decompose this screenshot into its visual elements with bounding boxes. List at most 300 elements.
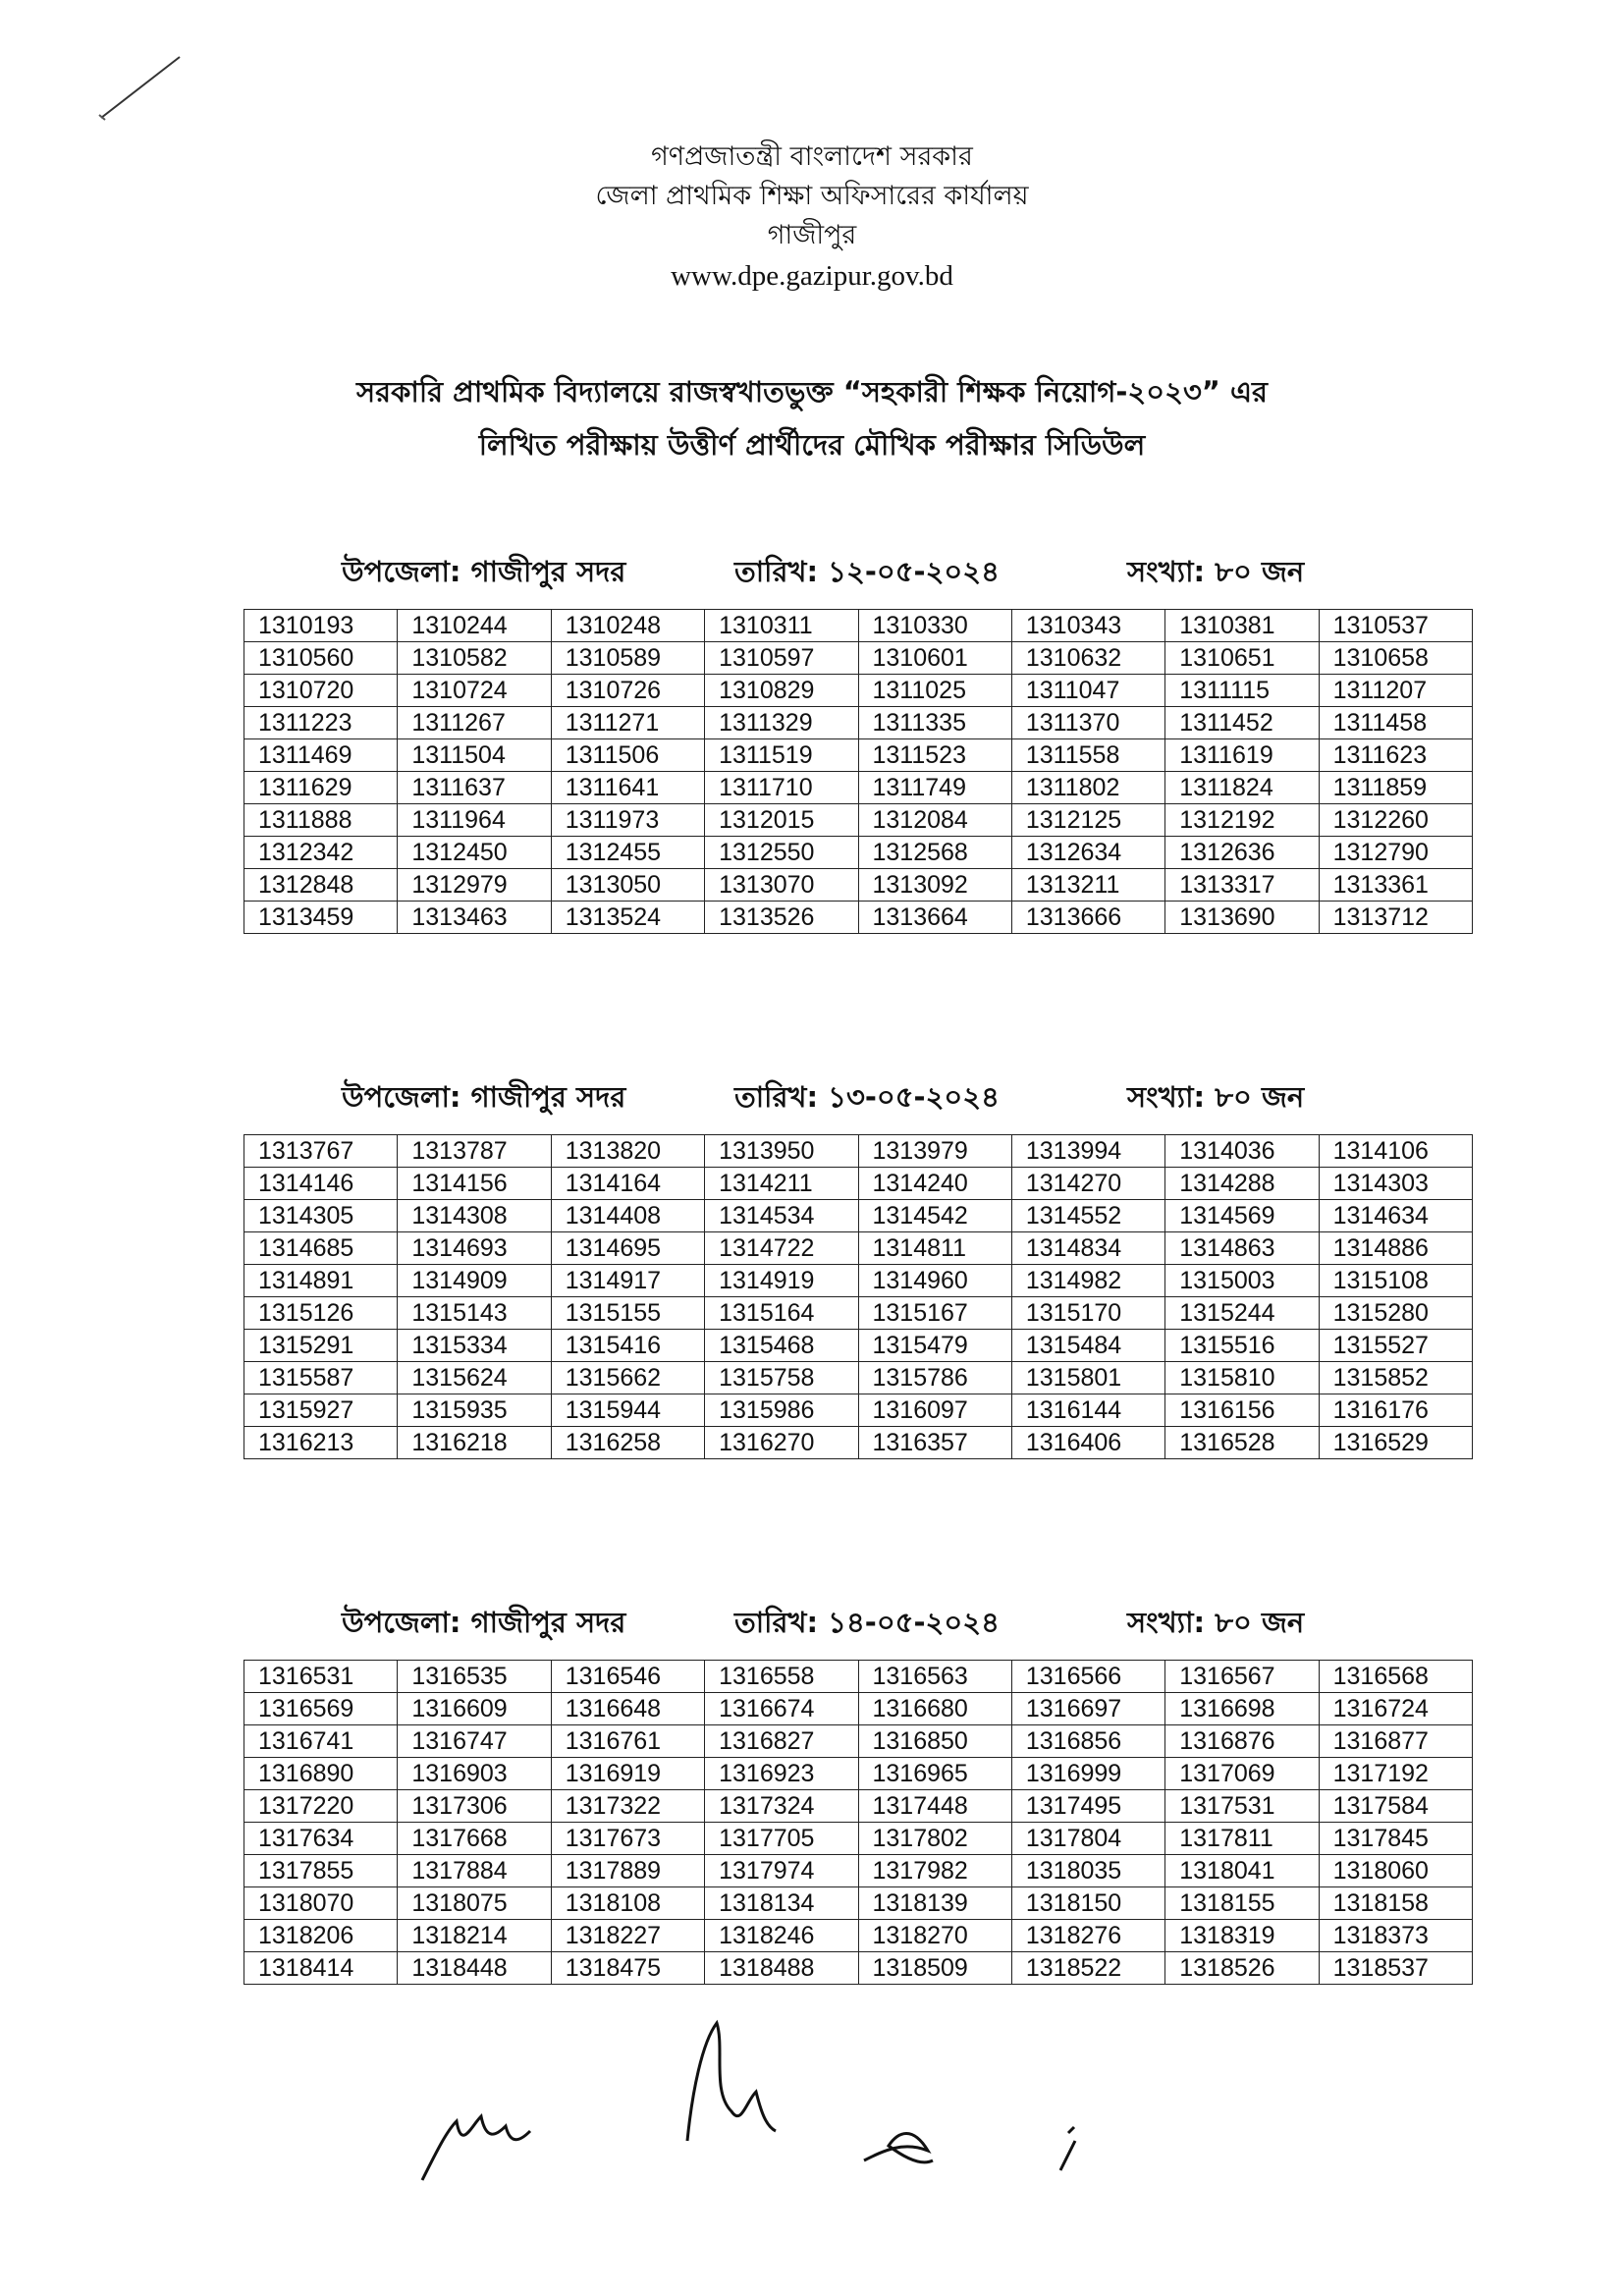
roll-number-cell: 1311619 [1165,739,1319,772]
roll-number-cell: 1314542 [858,1200,1011,1232]
roll-number-cell: 1316698 [1165,1693,1319,1725]
roll-number-cell: 1312550 [705,837,858,869]
roll-number-cell: 1311115 [1165,675,1319,707]
roll-number-cell: 1313979 [858,1135,1011,1168]
roll-number-cell: 1318214 [398,1920,551,1952]
roll-number-cell: 1310560 [244,642,398,675]
roll-number-cell: 1313767 [244,1135,398,1168]
pen-stroke-mark [93,49,191,123]
roll-number-cell: 1318475 [551,1952,704,1985]
website-url: www.dpe.gazipur.gov.bd [671,260,953,292]
roll-table [244,609,1473,934]
roll-number-cell: 1313664 [858,902,1011,934]
table-row [244,1200,1473,1232]
roll-number-cell: 1318319 [1165,1920,1319,1952]
roll-number-cell: 1310829 [705,675,858,707]
roll-number-cell: 1316218 [398,1427,551,1459]
roll-number-cell: 1310311 [705,610,858,642]
roll-number-cell: 1314146 [244,1168,398,1200]
roll-number-cell: 1314722 [705,1232,858,1265]
roll-number-cell: 1314695 [551,1232,704,1265]
roll-number-cell: 1314569 [1165,1200,1319,1232]
roll-number-cell: 1317634 [244,1823,398,1855]
count-label: সংখ্যা: ৮০ জন [1127,1080,1305,1114]
roll-number-cell: 1316761 [551,1725,704,1758]
roll-number-cell: 1316923 [705,1758,858,1790]
roll-number-cell: 1310589 [551,642,704,675]
roll-number-cell: 1312455 [551,837,704,869]
signature-2 [687,2023,776,2141]
roll-number-cell: 1318246 [705,1920,858,1952]
roll-number-cell: 1317448 [858,1790,1011,1823]
roll-number-cell: 1315484 [1011,1330,1164,1362]
roll-number-cell: 1315624 [398,1362,551,1394]
roll-number-cell: 1317705 [705,1823,858,1855]
roll-number-cell: 1316903 [398,1758,551,1790]
roll-number-cell: 1315164 [705,1297,858,1330]
roll-number-cell: 1312848 [244,869,398,902]
roll-number-cell: 1310658 [1319,642,1472,675]
roll-number-cell: 1313526 [705,902,858,934]
roll-number-cell: 1311710 [705,772,858,804]
roll-number-cell: 1317584 [1319,1790,1472,1823]
roll-number-cell: 1316890 [244,1758,398,1790]
schedule-section-1 [244,550,1473,934]
roll-number-cell: 1316546 [551,1661,704,1693]
roll-number-cell: 1317668 [398,1823,551,1855]
roll-number-cell: 1315280 [1319,1297,1472,1330]
table-row [244,1394,1473,1427]
roll-number-cell: 1314211 [705,1168,858,1200]
roll-number-cell: 1310632 [1011,642,1164,675]
schedule-section-2 [244,1075,1473,1459]
schedule-section-3 [244,1601,1473,1985]
roll-number-cell: 1311802 [1011,772,1164,804]
roll-number-cell: 1315003 [1165,1265,1319,1297]
roll-number-cell: 1318488 [705,1952,858,1985]
roll-number-cell: 1311047 [1011,675,1164,707]
roll-number-cell: 1315944 [551,1394,704,1427]
roll-number-cell: 1317306 [398,1790,551,1823]
table-row [244,869,1473,902]
roll-number-cell: 1316535 [398,1661,551,1693]
roll-number-cell: 1316568 [1319,1661,1472,1693]
roll-number-cell: 1310601 [858,642,1011,675]
roll-number-cell: 1315527 [1319,1330,1472,1362]
roll-number-cell: 1315291 [244,1330,398,1362]
roll-number-cell: 1310244 [398,610,551,642]
roll-number-cell: 1316674 [705,1693,858,1725]
roll-number-cell: 1316531 [244,1661,398,1693]
roll-number-cell: 1312192 [1165,804,1319,837]
roll-number-cell: 1311973 [551,804,704,837]
roll-number-cell: 1318270 [858,1920,1011,1952]
roll-number-cell: 1318537 [1319,1952,1472,1985]
document-title [0,365,1624,471]
roll-number-cell: 1311859 [1319,772,1472,804]
roll-number-cell: 1310537 [1319,610,1472,642]
roll-number-cell: 1316850 [858,1725,1011,1758]
upazila-label: উপজেলা: গাজীপুর সদর [342,1606,626,1639]
table-row [244,1855,1473,1887]
roll-number-cell: 1314811 [858,1232,1011,1265]
roll-number-cell: 1317974 [705,1855,858,1887]
roll-number-cell: 1316176 [1319,1394,1472,1427]
roll-number-cell: 1314685 [244,1232,398,1265]
roll-number-cell: 1314288 [1165,1168,1319,1200]
roll-number-cell: 1318155 [1165,1887,1319,1920]
roll-number-cell: 1316724 [1319,1693,1472,1725]
roll-number-cell: 1310248 [551,610,704,642]
roll-number-cell: 1316827 [705,1725,858,1758]
roll-number-cell: 1313361 [1319,869,1472,902]
roll-number-cell: 1315170 [1011,1297,1164,1330]
count-label: সংখ্যা: ৮০ জন [1127,1606,1305,1639]
roll-number-cell: 1318108 [551,1887,704,1920]
table-row [244,675,1473,707]
roll-number-cell: 1312260 [1319,804,1472,837]
roll-number-cell: 1311329 [705,707,858,739]
roll-number-cell: 1311504 [398,739,551,772]
table-row [244,642,1473,675]
roll-number-cell: 1311824 [1165,772,1319,804]
roll-number-cell: 1315126 [244,1297,398,1330]
roll-number-cell: 1310582 [398,642,551,675]
roll-number-cell: 1317802 [858,1823,1011,1855]
roll-number-cell: 1316876 [1165,1725,1319,1758]
roll-number-cell: 1312342 [244,837,398,869]
roll-number-cell: 1315927 [244,1394,398,1427]
roll-number-cell: 1310343 [1011,610,1164,642]
roll-number-cell: 1311623 [1319,739,1472,772]
roll-number-cell: 1313712 [1319,902,1472,934]
roll-number-cell: 1315810 [1165,1362,1319,1394]
roll-number-cell: 1312125 [1011,804,1164,837]
roll-number-cell: 1310330 [858,610,1011,642]
roll-number-cell: 1310381 [1165,610,1319,642]
roll-number-cell: 1311523 [858,739,1011,772]
table-row [244,1297,1473,1330]
roll-number-cell: 1318134 [705,1887,858,1920]
roll-number-cell: 1314552 [1011,1200,1164,1232]
roll-number-cell: 1315155 [551,1297,704,1330]
roll-number-cell: 1313317 [1165,869,1319,902]
roll-number-cell: 1311519 [705,739,858,772]
table-row [244,1758,1473,1790]
roll-number-cell: 1317673 [551,1823,704,1855]
roll-number-cell: 1318070 [244,1887,398,1920]
table-row [244,1823,1473,1855]
roll-number-cell: 1313211 [1011,869,1164,902]
roll-number-cell: 1318522 [1011,1952,1164,1985]
roll-number-cell: 1312450 [398,837,551,869]
roll-number-cell: 1316270 [705,1427,858,1459]
roll-number-cell: 1312568 [858,837,1011,869]
roll-number-cell: 1317192 [1319,1758,1472,1790]
roll-number-cell: 1312636 [1165,837,1319,869]
roll-number-cell: 1318227 [551,1920,704,1952]
roll-number-cell: 1312015 [705,804,858,837]
government-name: গণপ্রজাতন্ত্রী বাংলাদেশ সরকার [651,141,973,172]
roll-number-cell: 1314917 [551,1265,704,1297]
roll-number-cell: 1317855 [244,1855,398,1887]
roll-number-cell: 1314982 [1011,1265,1164,1297]
roll-number-cell: 1316965 [858,1758,1011,1790]
roll-number-cell: 1312979 [398,869,551,902]
roll-number-cell: 1311335 [858,707,1011,739]
table-row [244,772,1473,804]
roll-number-cell: 1317495 [1011,1790,1164,1823]
table-row [244,1661,1473,1693]
table-row [244,804,1473,837]
table-row [244,1427,1473,1459]
roll-number-cell: 1311452 [1165,707,1319,739]
roll-number-cell: 1318158 [1319,1887,1472,1920]
roll-number-cell: 1316144 [1011,1394,1164,1427]
roll-number-cell: 1316569 [244,1693,398,1725]
upazila-label: উপজেলা: গাজীপুর সদর [342,555,626,588]
roll-number-cell: 1315986 [705,1394,858,1427]
roll-table [244,1134,1473,1459]
roll-number-cell: 1315801 [1011,1362,1164,1394]
roll-number-cell: 1316747 [398,1725,551,1758]
title-line-2: লিখিত পরীক্ষায় উত্তীর্ণ প্রার্থীদের মৌখিক পরীক্ষার সিডিউল [478,428,1146,462]
roll-number-cell: 1313092 [858,869,1011,902]
roll-number-cell: 1314240 [858,1168,1011,1200]
table-row [244,1790,1473,1823]
roll-number-cell: 1316648 [551,1693,704,1725]
roll-number-cell: 1318035 [1011,1855,1164,1887]
date-label: তারিখ: ১৪-০৫-২০২৪ [734,1606,1000,1639]
roll-number-cell: 1311506 [551,739,704,772]
roll-number-cell: 1315662 [551,1362,704,1394]
roll-number-cell: 1317811 [1165,1823,1319,1855]
roll-number-cell: 1311888 [244,804,398,837]
roll-number-cell: 1314886 [1319,1232,1472,1265]
table-row [244,902,1473,934]
roll-number-cell: 1313994 [1011,1135,1164,1168]
roll-number-cell: 1311025 [858,675,1011,707]
roll-number-cell: 1314308 [398,1200,551,1232]
roll-number-cell: 1311641 [551,772,704,804]
table-row [244,837,1473,869]
roll-number-cell: 1318075 [398,1887,551,1920]
roll-number-cell: 1314106 [1319,1135,1472,1168]
signature-1 [422,2116,530,2180]
roll-number-cell: 1317982 [858,1855,1011,1887]
roll-number-cell: 1311271 [551,707,704,739]
roll-number-cell: 1316528 [1165,1427,1319,1459]
roll-number-cell: 1313950 [705,1135,858,1168]
roll-number-cell: 1316609 [398,1693,551,1725]
signature-3 [864,2134,933,2162]
roll-number-cell: 1310651 [1165,642,1319,675]
date-label: তারিখ: ১২-০৫-২০২৪ [734,555,1000,588]
roll-number-cell: 1313787 [398,1135,551,1168]
roll-number-cell: 1310597 [705,642,858,675]
roll-number-cell: 1314863 [1165,1232,1319,1265]
roll-number-cell: 1315167 [858,1297,1011,1330]
table-row [244,707,1473,739]
section-info-row [244,1075,1473,1122]
roll-number-cell: 1310724 [398,675,551,707]
roll-number-cell: 1314036 [1165,1135,1319,1168]
roll-number-cell: 1311267 [398,707,551,739]
roll-number-cell: 1316877 [1319,1725,1472,1758]
roll-number-cell: 1315516 [1165,1330,1319,1362]
roll-number-cell: 1318150 [1011,1887,1164,1920]
table-row [244,1330,1473,1362]
roll-number-cell: 1316258 [551,1427,704,1459]
roll-number-cell: 1314634 [1319,1200,1472,1232]
table-row [244,1362,1473,1394]
roll-number-cell: 1311458 [1319,707,1472,739]
office-name: জেলা প্রাথমিক শিক্ষা অফিসারের কার্যালয় [595,181,1029,211]
roll-number-cell: 1315786 [858,1362,1011,1394]
roll-number-cell: 1315935 [398,1394,551,1427]
roll-number-cell: 1315587 [244,1362,398,1394]
table-row [244,1952,1473,1985]
roll-number-cell: 1314960 [858,1265,1011,1297]
table-row [244,1168,1473,1200]
roll-number-cell: 1316357 [858,1427,1011,1459]
roll-number-cell: 1312084 [858,804,1011,837]
roll-number-cell: 1314834 [1011,1232,1164,1265]
roll-number-cell: 1315852 [1319,1362,1472,1394]
roll-number-cell: 1313459 [244,902,398,934]
roll-number-cell: 1313820 [551,1135,704,1168]
table-row [244,1232,1473,1265]
table-row [244,1265,1473,1297]
roll-number-cell: 1314534 [705,1200,858,1232]
roll-number-cell: 1316999 [1011,1758,1164,1790]
roll-number-cell: 1318041 [1165,1855,1319,1887]
table-row [244,1920,1473,1952]
roll-number-cell: 1315758 [705,1362,858,1394]
roll-number-cell: 1312790 [1319,837,1472,869]
count-label: সংখ্যা: ৮০ জন [1127,555,1305,588]
roll-number-cell: 1313463 [398,902,551,934]
roll-number-cell: 1311370 [1011,707,1164,739]
roll-number-cell: 1317324 [705,1790,858,1823]
office-header [0,137,1624,297]
roll-number-cell: 1311223 [244,707,398,739]
roll-number-cell: 1316563 [858,1661,1011,1693]
roll-number-cell: 1314303 [1319,1168,1472,1200]
section-info-row [244,550,1473,597]
roll-number-cell: 1311469 [244,739,398,772]
roll-number-cell: 1318060 [1319,1855,1472,1887]
roll-table [244,1660,1473,1985]
roll-number-cell: 1318276 [1011,1920,1164,1952]
table-row [244,739,1473,772]
roll-number-cell: 1316697 [1011,1693,1164,1725]
roll-number-cell: 1314305 [244,1200,398,1232]
table-row [244,1887,1473,1920]
roll-number-cell: 1314270 [1011,1168,1164,1200]
roll-number-cell: 1316566 [1011,1661,1164,1693]
roll-number-cell: 1315143 [398,1297,551,1330]
roll-number-cell: 1318139 [858,1887,1011,1920]
roll-number-cell: 1311207 [1319,675,1472,707]
roll-number-cell: 1317322 [551,1790,704,1823]
roll-number-cell: 1316213 [244,1427,398,1459]
roll-number-cell: 1318373 [1319,1920,1472,1952]
roll-number-cell: 1317889 [551,1855,704,1887]
roll-number-cell: 1315334 [398,1330,551,1362]
roll-number-cell: 1318526 [1165,1952,1319,1985]
roll-number-cell: 1311749 [858,772,1011,804]
signatures-area [0,2003,1624,2200]
roll-number-cell: 1311964 [398,804,551,837]
roll-number-cell: 1314164 [551,1168,704,1200]
roll-number-cell: 1312634 [1011,837,1164,869]
roll-number-cell: 1318448 [398,1952,551,1985]
roll-number-cell: 1316856 [1011,1725,1164,1758]
roll-number-cell: 1311629 [244,772,398,804]
district-name: গাজীপুর [767,220,857,250]
roll-number-cell: 1316558 [705,1661,858,1693]
roll-number-cell: 1315479 [858,1330,1011,1362]
upazila-label: উপজেলা: গাজীপুর সদর [342,1080,626,1114]
table-row [244,610,1473,642]
section-info-row [244,1601,1473,1648]
roll-number-cell: 1311558 [1011,739,1164,772]
table-row [244,1725,1473,1758]
roll-number-cell: 1317069 [1165,1758,1319,1790]
title-line-1: সরকারি প্রাথমিক বিদ্যালয়ে রাজস্বখাতভুক্ত “সহকারী শিক্ষক নিয়োগ-২০২৩” এর [356,375,1268,409]
roll-number-cell: 1314693 [398,1232,551,1265]
roll-number-cell: 1317220 [244,1790,398,1823]
roll-number-cell: 1317804 [1011,1823,1164,1855]
signature-4 [1060,2127,1075,2170]
roll-number-cell: 1316406 [1011,1427,1164,1459]
roll-number-cell: 1311637 [398,772,551,804]
roll-number-cell: 1313524 [551,902,704,934]
roll-number-cell: 1314891 [244,1265,398,1297]
roll-number-cell: 1316097 [858,1394,1011,1427]
roll-number-cell: 1316919 [551,1758,704,1790]
roll-number-cell: 1310193 [244,610,398,642]
roll-number-cell: 1318414 [244,1952,398,1985]
roll-number-cell: 1315108 [1319,1265,1472,1297]
roll-number-cell: 1317845 [1319,1823,1472,1855]
table-row [244,1135,1473,1168]
table-row [244,1693,1473,1725]
roll-number-cell: 1313690 [1165,902,1319,934]
roll-number-cell: 1315244 [1165,1297,1319,1330]
roll-number-cell: 1316529 [1319,1427,1472,1459]
roll-number-cell: 1313070 [705,869,858,902]
roll-number-cell: 1316156 [1165,1394,1319,1427]
roll-number-cell: 1314408 [551,1200,704,1232]
roll-number-cell: 1315416 [551,1330,704,1362]
roll-number-cell: 1316741 [244,1725,398,1758]
date-label: তারিখ: ১৩-০৫-২০২৪ [734,1080,1000,1114]
roll-number-cell: 1313050 [551,869,704,902]
roll-number-cell: 1317531 [1165,1790,1319,1823]
roll-number-cell: 1316567 [1165,1661,1319,1693]
roll-number-cell: 1314156 [398,1168,551,1200]
roll-number-cell: 1316680 [858,1693,1011,1725]
roll-number-cell: 1313666 [1011,902,1164,934]
roll-number-cell: 1314919 [705,1265,858,1297]
roll-number-cell: 1318206 [244,1920,398,1952]
roll-number-cell: 1310726 [551,675,704,707]
roll-number-cell: 1317884 [398,1855,551,1887]
roll-number-cell: 1310720 [244,675,398,707]
roll-number-cell: 1315468 [705,1330,858,1362]
